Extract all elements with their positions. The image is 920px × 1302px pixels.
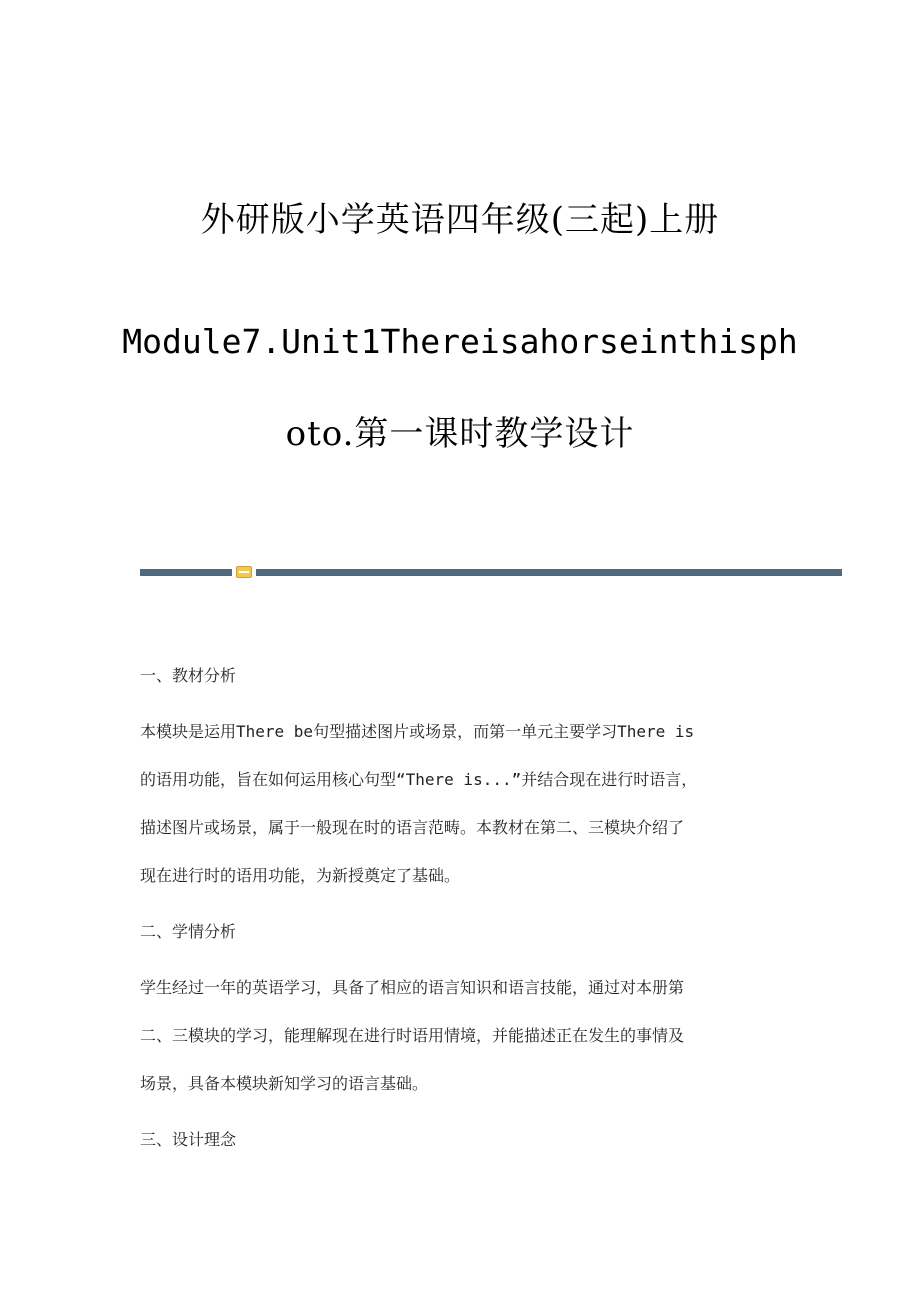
divider-bar-right xyxy=(256,569,842,576)
paragraph-line: 学生经过一年的英语学习，具备了相应的语言知识和语言技能，通过对本册第 xyxy=(140,978,685,997)
paragraph-line: 本模块是运用There be句型描述图片或场景，而第一单元主要学习There is xyxy=(140,722,695,741)
divider-ornament-icon xyxy=(236,566,252,578)
section-heading-design-concept: 三、设计理念 xyxy=(140,1130,237,1149)
paragraph-line: 场景，具备本模块新知学习的语言基础。 xyxy=(140,1074,429,1093)
section-paragraph-textbook-analysis xyxy=(140,716,780,908)
paragraph-line: 二、三模块的学习，能理解现在进行时语用情境，并能描述正在发生的事情及 xyxy=(140,1026,685,1045)
title-line-3: oto.第一课时教学设计 xyxy=(285,414,635,454)
section-heading-student-analysis: 二、学情分析 xyxy=(140,922,237,941)
title-divider xyxy=(140,566,842,578)
title-line-2: Module7.Unit1Thereisahorseinthisph xyxy=(122,322,798,361)
divider-bar-left xyxy=(140,569,232,576)
paragraph-line: 描述图片或场景，属于一般现在时的语言范畴。本教材在第二、三模块介绍了 xyxy=(140,818,685,837)
section-paragraph-student-analysis xyxy=(140,972,780,1116)
paragraph-line: 的语用功能，旨在如何运用核心句型“There is...”并结合现在进行时语言， xyxy=(140,770,698,789)
paragraph-line: 现在进行时的语用功能，为新授奠定了基础。 xyxy=(140,866,461,885)
section-heading-textbook-analysis: 一、教材分析 xyxy=(140,666,237,685)
title-line-1: 外研版小学英语四年级(三起)上册 xyxy=(200,200,720,240)
